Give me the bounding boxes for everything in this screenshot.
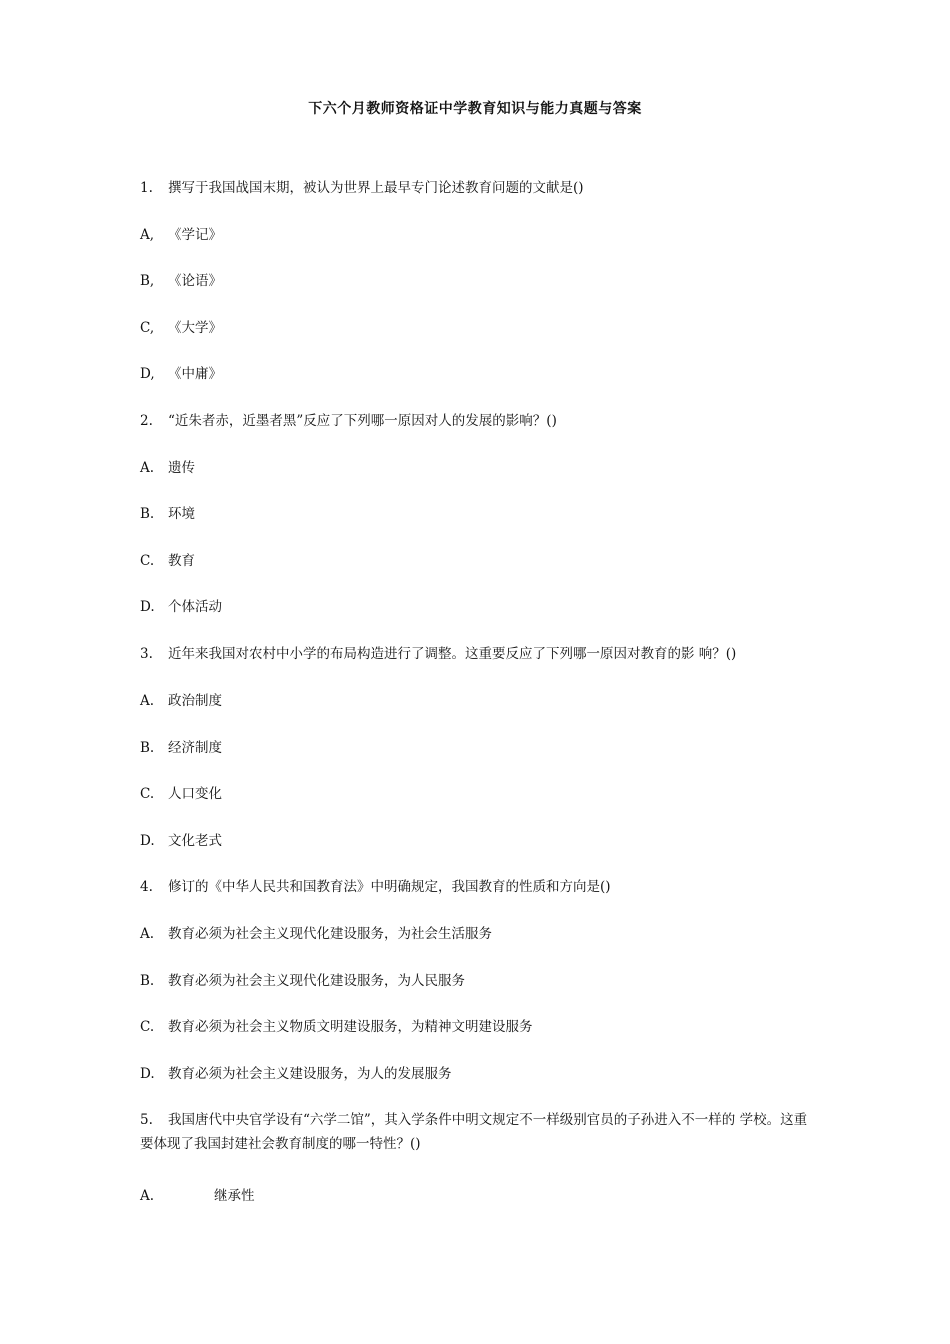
document-title: 下六个月教师资格证中学教育知识与能力真题与答案 xyxy=(308,101,642,117)
option-text: 经济制度 xyxy=(168,740,222,756)
option-tag: B. xyxy=(140,506,155,522)
question-number: 2. xyxy=(140,413,153,429)
option-tag: C. xyxy=(140,1019,155,1035)
option-tag: A. xyxy=(140,926,155,942)
q5-option-a xyxy=(140,1186,255,1206)
question-text: “近朱者赤，近墨者黑”反应了下列哪一原因对人的发展的影响？() xyxy=(168,413,557,429)
option-text: 继承性 xyxy=(214,1188,255,1204)
option-tag: A. xyxy=(140,1188,155,1204)
q4-option-a xyxy=(140,924,492,944)
q3-option-b xyxy=(140,738,222,758)
option-text: 个体活动 xyxy=(168,599,222,615)
option-text: 教育必须为社会主义现代化建设服务，为人民服务 xyxy=(168,973,465,989)
option-tag: C, xyxy=(140,320,155,336)
option-tag: B. xyxy=(140,973,155,989)
q3-option-c xyxy=(140,784,222,804)
option-text: 《论语》 xyxy=(168,273,222,289)
q2-option-c xyxy=(140,551,195,571)
option-tag: D. xyxy=(140,1066,155,1082)
q1-option-a xyxy=(140,225,222,245)
question-1 xyxy=(140,178,584,198)
option-tag: A. xyxy=(140,693,155,709)
q4-option-c xyxy=(140,1017,533,1037)
question-text: 撰写于我国战国末期，被认为世界上最早专门论述教育问题的文献是() xyxy=(168,180,584,196)
option-text: 《学记》 xyxy=(168,227,222,243)
option-text: 教育必须为社会主义物质文明建设服务，为精神文明建设服务 xyxy=(168,1019,533,1035)
option-text: 教育必须为社会主义建设服务，为人的发展服务 xyxy=(168,1066,452,1082)
option-text: 环境 xyxy=(168,506,195,522)
q3-option-a xyxy=(140,691,222,711)
option-text: 《大学》 xyxy=(168,320,222,336)
option-text: 教育必须为社会主义现代化建设服务，为社会生活服务 xyxy=(168,926,492,942)
option-text: 人口变化 xyxy=(168,786,222,802)
question-4 xyxy=(140,877,611,897)
option-tag: D, xyxy=(140,366,155,382)
question-number: 4. xyxy=(140,879,153,895)
option-text: 文化老式 xyxy=(168,833,222,849)
question-text: 修订的《中华人民共和国教育法》中明确规定，我国教育的性质和方向是() xyxy=(168,879,611,895)
q2-option-a xyxy=(140,458,195,478)
q1-option-b xyxy=(140,271,222,291)
q1-option-d xyxy=(140,364,222,384)
q2-option-b xyxy=(140,504,195,524)
option-text: 遗传 xyxy=(168,460,195,476)
q1-option-c xyxy=(140,318,222,338)
question-number: 5. xyxy=(140,1112,153,1128)
q4-option-d xyxy=(140,1064,452,1084)
option-tag: C. xyxy=(140,786,155,802)
question-number: 3. xyxy=(140,646,153,662)
q3-option-d xyxy=(140,831,222,851)
question-number: 1. xyxy=(140,180,153,196)
q2-option-d xyxy=(140,597,222,617)
option-tag: D. xyxy=(140,599,155,615)
option-text: 政治制度 xyxy=(168,693,222,709)
question-2 xyxy=(140,411,557,431)
option-tag: C. xyxy=(140,553,155,569)
option-text: 《中庸》 xyxy=(168,366,222,382)
question-3 xyxy=(140,644,736,664)
question-text: 近年来我国对农村中小学的布局构造进行了调整。这重要反应了下列哪一原因对教育的影 响？() xyxy=(168,646,737,662)
option-text: 教育 xyxy=(168,553,195,569)
option-tag: D. xyxy=(140,833,155,849)
question-text: 我国唐代中央官学设有“六学二馆”，其入学条件中明文规定不一样级别官员的子孙进入不一样的 学校。这重要体现了我国封建社会教育制度的哪一特性？() xyxy=(140,1112,808,1152)
option-tag: B. xyxy=(140,740,155,756)
option-tag: A, xyxy=(140,227,155,243)
option-tag: A. xyxy=(140,460,155,476)
question-5 xyxy=(140,1108,812,1156)
q4-option-b xyxy=(140,971,465,991)
option-tag: B, xyxy=(140,273,155,289)
